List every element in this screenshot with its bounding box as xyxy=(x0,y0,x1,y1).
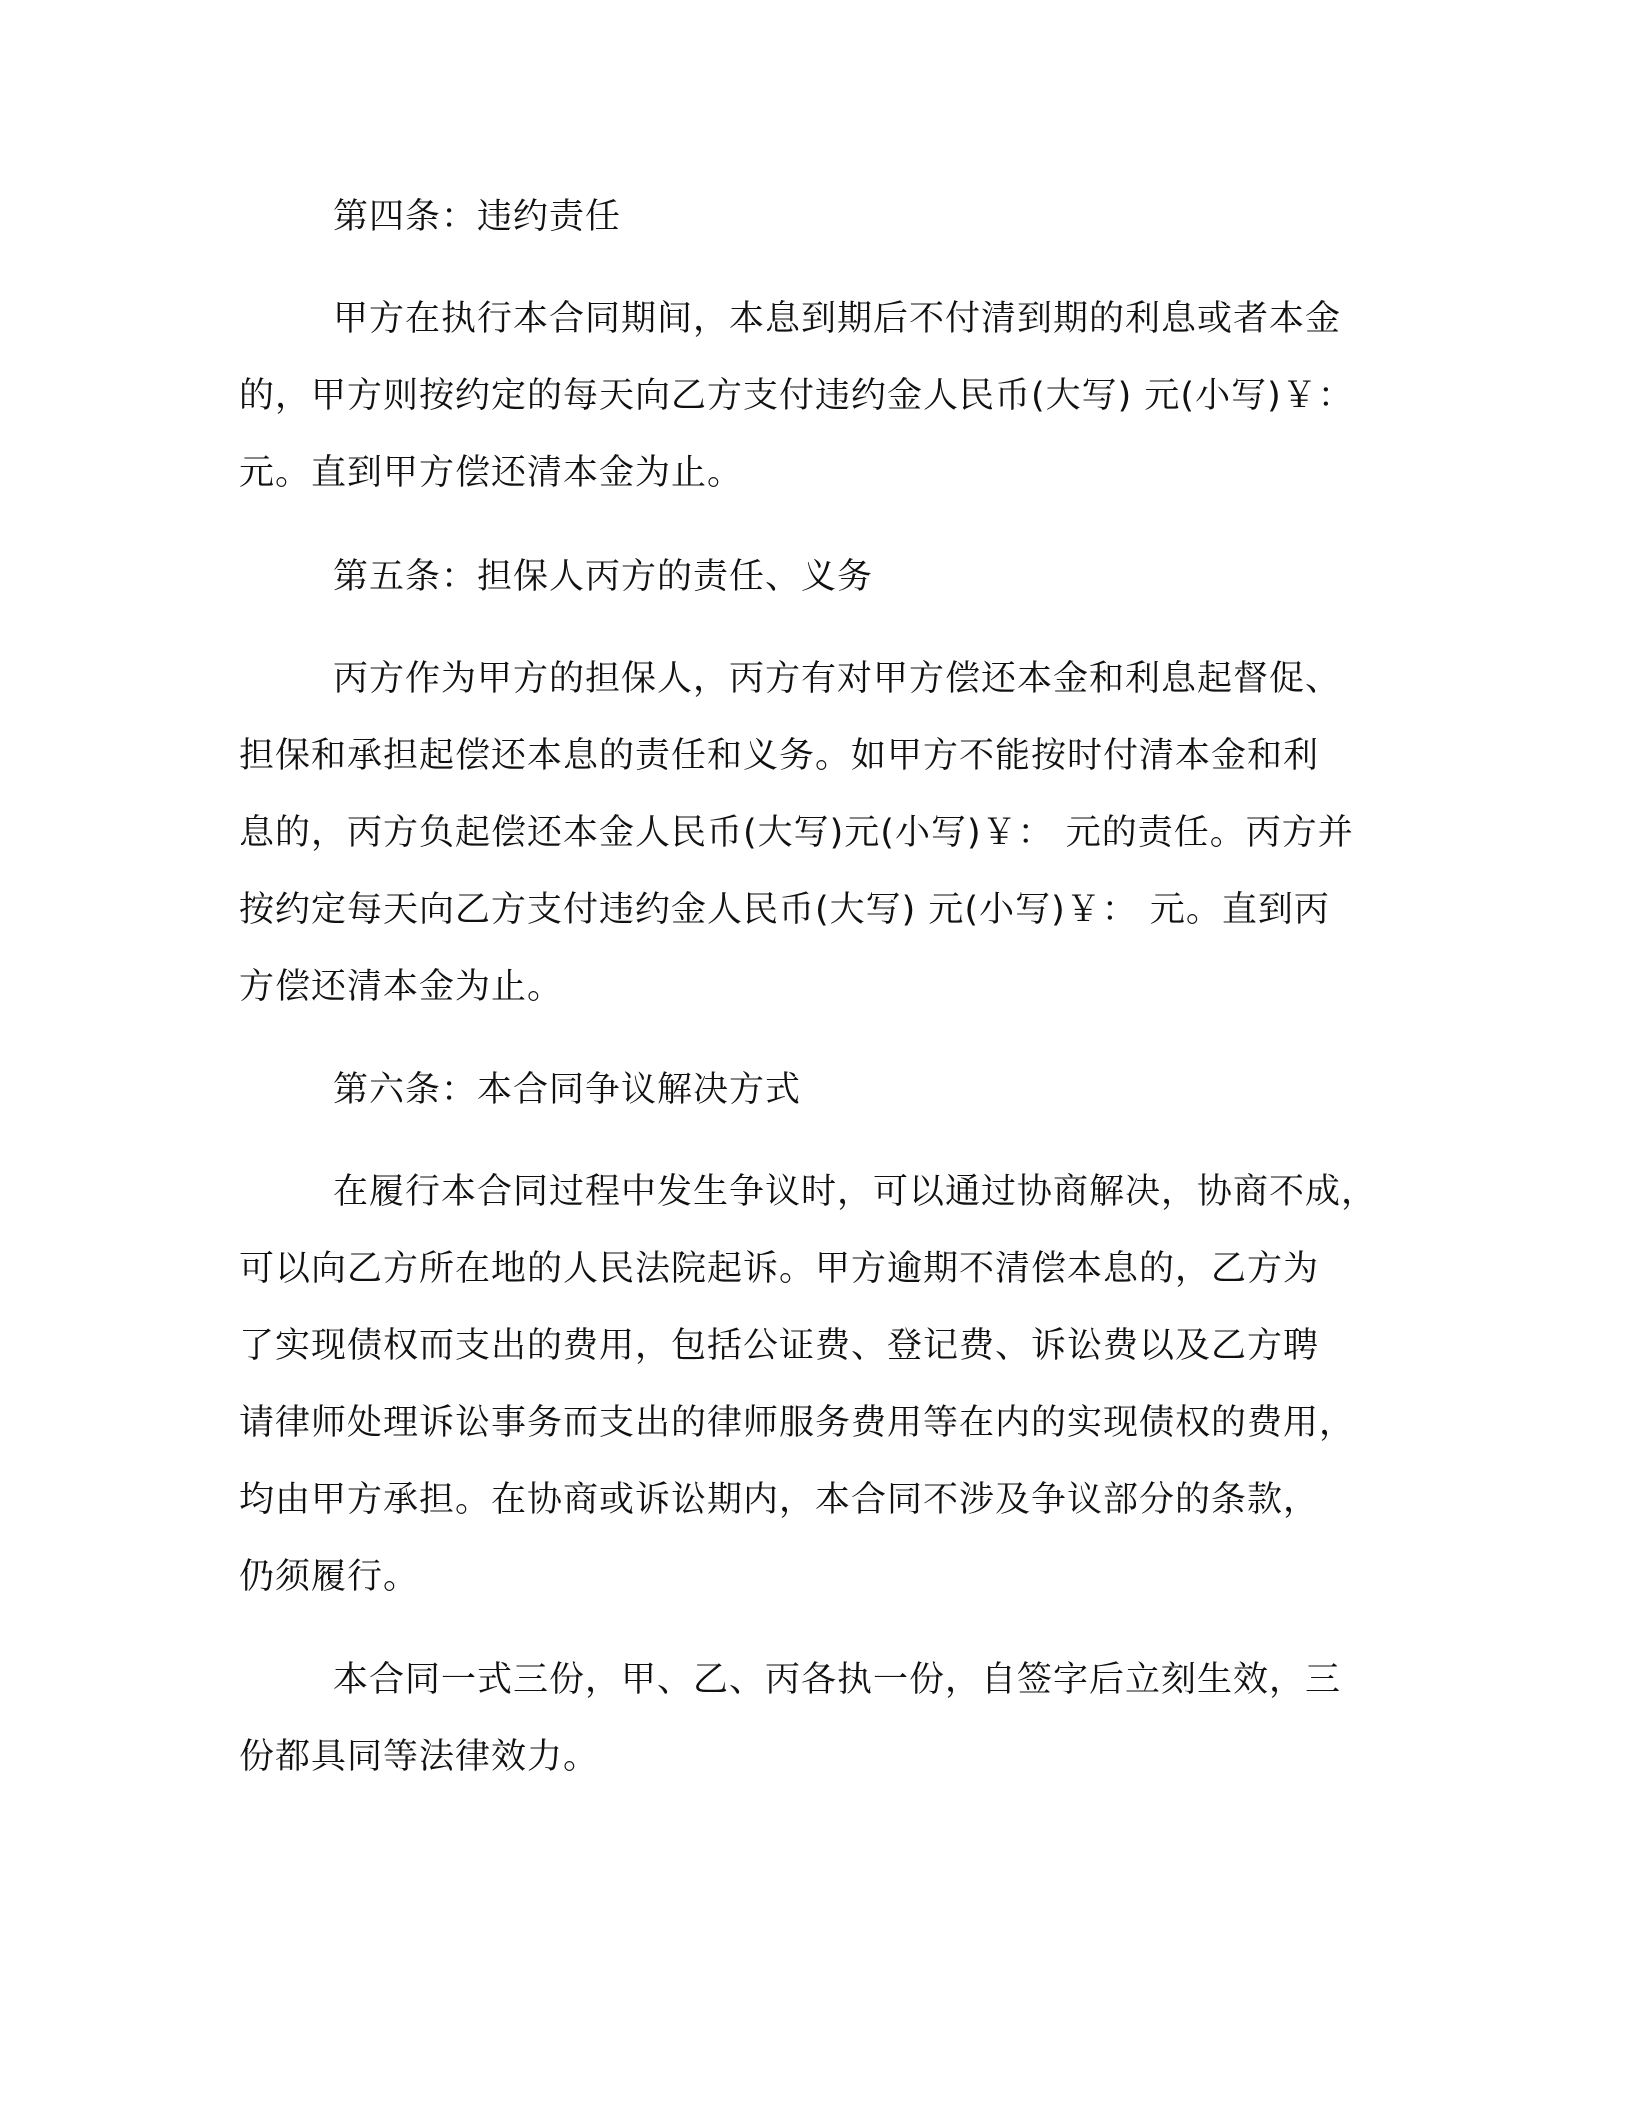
article6-heading: 第六条：本合同争议解决方式 xyxy=(333,1070,802,1110)
article6-line-2: 可以向乙方所在地的人民法院起诉。甲方逾期不清偿本息的，乙方为 xyxy=(239,1249,1320,1289)
article6-line-6: 仍须履行。 xyxy=(239,1557,420,1597)
closing-line-2: 份都具同等法律效力。 xyxy=(239,1737,600,1777)
article4-line-1: 甲方在执行本合同期间，本息到期后不付清到期的利息或者本金 xyxy=(333,299,1342,339)
article5-line-1: 丙方作为甲方的担保人，丙方有对甲方偿还本金和利息起督促、 xyxy=(333,659,1342,699)
article4-heading: 第四条：违约责任 xyxy=(333,197,622,237)
article6-line-4: 请律师处理诉讼事务而支出的律师服务费用等在内的实现债权的费用， xyxy=(239,1403,1356,1443)
article5-line-4: 按约定每天向乙方支付违约金人民币(大写) 元(小写)￥： 元。直到丙 xyxy=(239,890,1330,930)
article4-line-2: 的，甲方则按约定的每天向乙方支付违约金人民币(大写) 元(小写)￥： xyxy=(239,376,1354,416)
article6-line-1: 在履行本合同过程中发生争议时，可以通过协商解决，协商不成， xyxy=(333,1172,1378,1212)
article6-line-3: 了实现债权而支出的费用，包括公证费、登记费、诉讼费以及乙方聘 xyxy=(239,1326,1320,1366)
article5-line-5: 方偿还清本金为止。 xyxy=(239,967,564,1007)
article6-line-5: 均由甲方承担。在协商或诉讼期内，本合同不涉及争议部分的条款， xyxy=(239,1480,1320,1520)
article4-line-3: 元。直到甲方偿还清本金为止。 xyxy=(239,453,744,493)
article5-line-3: 息的，丙方负起偿还本金人民币(大写)元(小写)￥： 元的责任。丙方并 xyxy=(239,813,1354,853)
article5-heading: 第五条：担保人丙方的责任、义务 xyxy=(333,557,874,597)
closing-line-1: 本合同一式三份，甲、乙、丙各执一份，自签字后立刻生效，三 xyxy=(333,1660,1342,1700)
article5-line-2: 担保和承担起偿还本息的责任和义务。如甲方不能按时付清本金和利 xyxy=(239,736,1320,776)
